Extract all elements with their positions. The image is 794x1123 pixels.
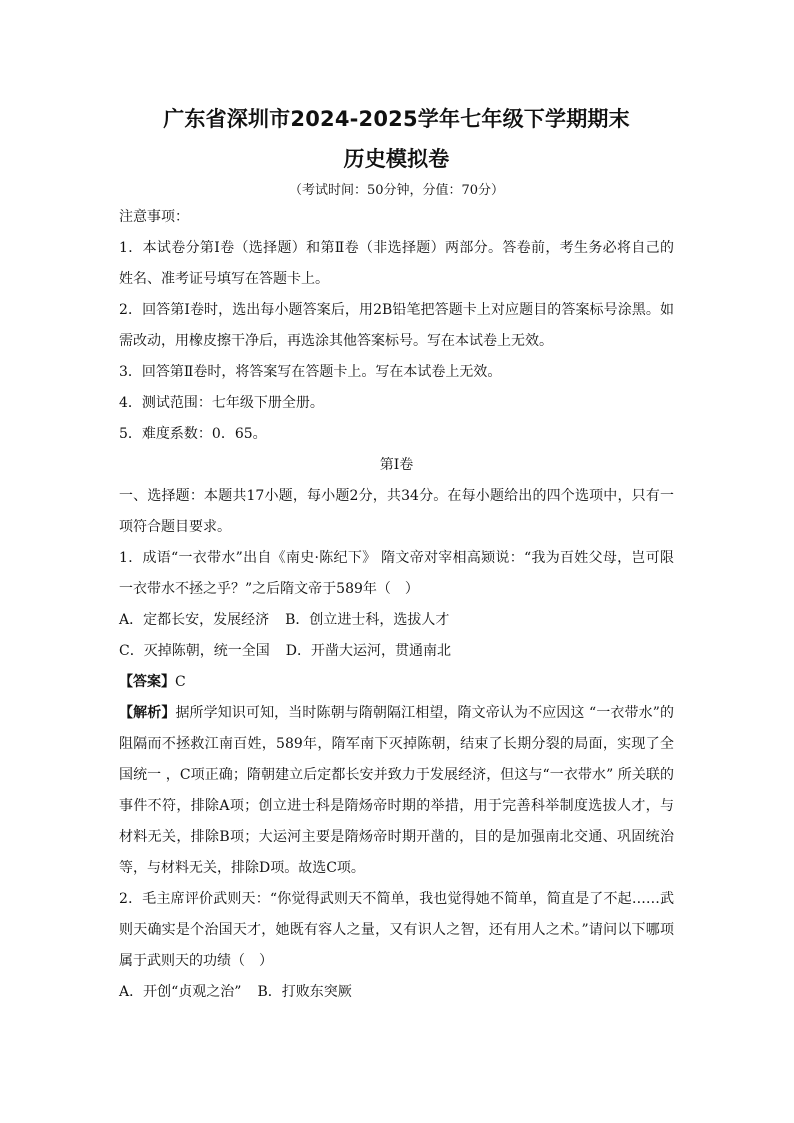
question-1-options-row-2 bbox=[119, 636, 674, 667]
question-1-stem: 1．成语“一衣带水”出自《南史·陈纪下》 隋文帝对宰相高颎说：“我为百姓父母，岂可限一衣带水不拯之乎？”之后隋文帝于589年（ ） bbox=[119, 550, 674, 597]
question-1-option-b: B．创立进士科，选拔人才 bbox=[285, 612, 450, 628]
note-item-2: 2．回答第Ⅰ卷时，选出每小题答案后，用2B铅笔把答题卡上对应题目的答案标号涂黑。如需改动，用橡皮擦干净后，再选涂其他答案标号。写在本试卷上无效。 bbox=[119, 302, 674, 349]
exam-title: 广东省深圳市2024-2025学年七年级下学期期末 bbox=[163, 107, 630, 131]
answer-label: 【答案】 bbox=[119, 674, 175, 690]
question-2-options-row-1 bbox=[119, 977, 674, 1008]
notes-heading: 注意事项： bbox=[119, 209, 189, 225]
exam-subtitle: 历史模拟卷 bbox=[343, 147, 450, 171]
question-1-option-c: C．灭掉陈朝，统一全国 bbox=[119, 643, 270, 659]
question-1-option-a: A．定都长安，发展经济 bbox=[119, 612, 270, 628]
analysis-label: 【解析】 bbox=[119, 705, 176, 721]
analysis-text: 据所学知识可知，当时陈朝与隋朝隔江相望，隋文帝认为不应因这 “一衣带水”的阻隔而不拯救江南百姓，589年，隋军南下灭掉陈朝，结束了长期分裂的局面，实现了全国统一 ，C项正确；隋朝建立后定都长安并致力于发展经济，但这与“一衣带水” 所关联的事件不符，排除A项；创立进士科是隋炀帝时期的举措，用于完善科举制度选拔人才，与材料无关，排除B项；大运河主要是隋炀帝时期开凿的，目的是加强南北交通、巩固统治等，与材料无关，排除D项。故选C项。 bbox=[119, 705, 675, 876]
note-item-5: 5．难度系数：0．65。 bbox=[119, 426, 267, 442]
section-title: 第Ⅰ卷 bbox=[379, 457, 414, 473]
question-2-option-b: B．打败东突厥 bbox=[257, 984, 352, 1000]
question-2-stem: 2．毛主席评价武则天：“你觉得武则天不简单，我也觉得她不简单，简直是了不起……武则天确实是个治国天才，她既有容人之量，又有识人之智，还有用人之术。”请问以下哪项属于武则天的功绩（ ） bbox=[119, 891, 674, 969]
question-1-options-row-1 bbox=[119, 605, 674, 636]
note-item-4: 4．测试范围：七年级下册全册。 bbox=[119, 395, 324, 411]
note-item-3: 3．回答第Ⅱ卷时，将答案写在答题卡上。写在本试卷上无效。 bbox=[119, 364, 502, 380]
question-2-option-a: A．开创“贞观之治” bbox=[119, 984, 242, 1000]
question-1-answer bbox=[119, 667, 674, 698]
question-1-analysis bbox=[119, 698, 674, 884]
answer-value: C bbox=[175, 674, 186, 690]
exam-info: （考试时间：50分钟，分值：70分） bbox=[288, 183, 505, 198]
question-1-option-d: D．开凿大运河，贯通南北 bbox=[285, 643, 451, 659]
part1-intro: 一、选择题：本题共17小题，每小题2分，共34分。在每小题给出的四个选项中，只有一项符合题目要求。 bbox=[119, 488, 674, 535]
note-item-1: 1．本试卷分第Ⅰ卷（选择题）和第Ⅱ卷（非选择题）两部分。答卷前，考生务必将自己的姓名、准考证号填写在答题卡上。 bbox=[119, 240, 674, 287]
